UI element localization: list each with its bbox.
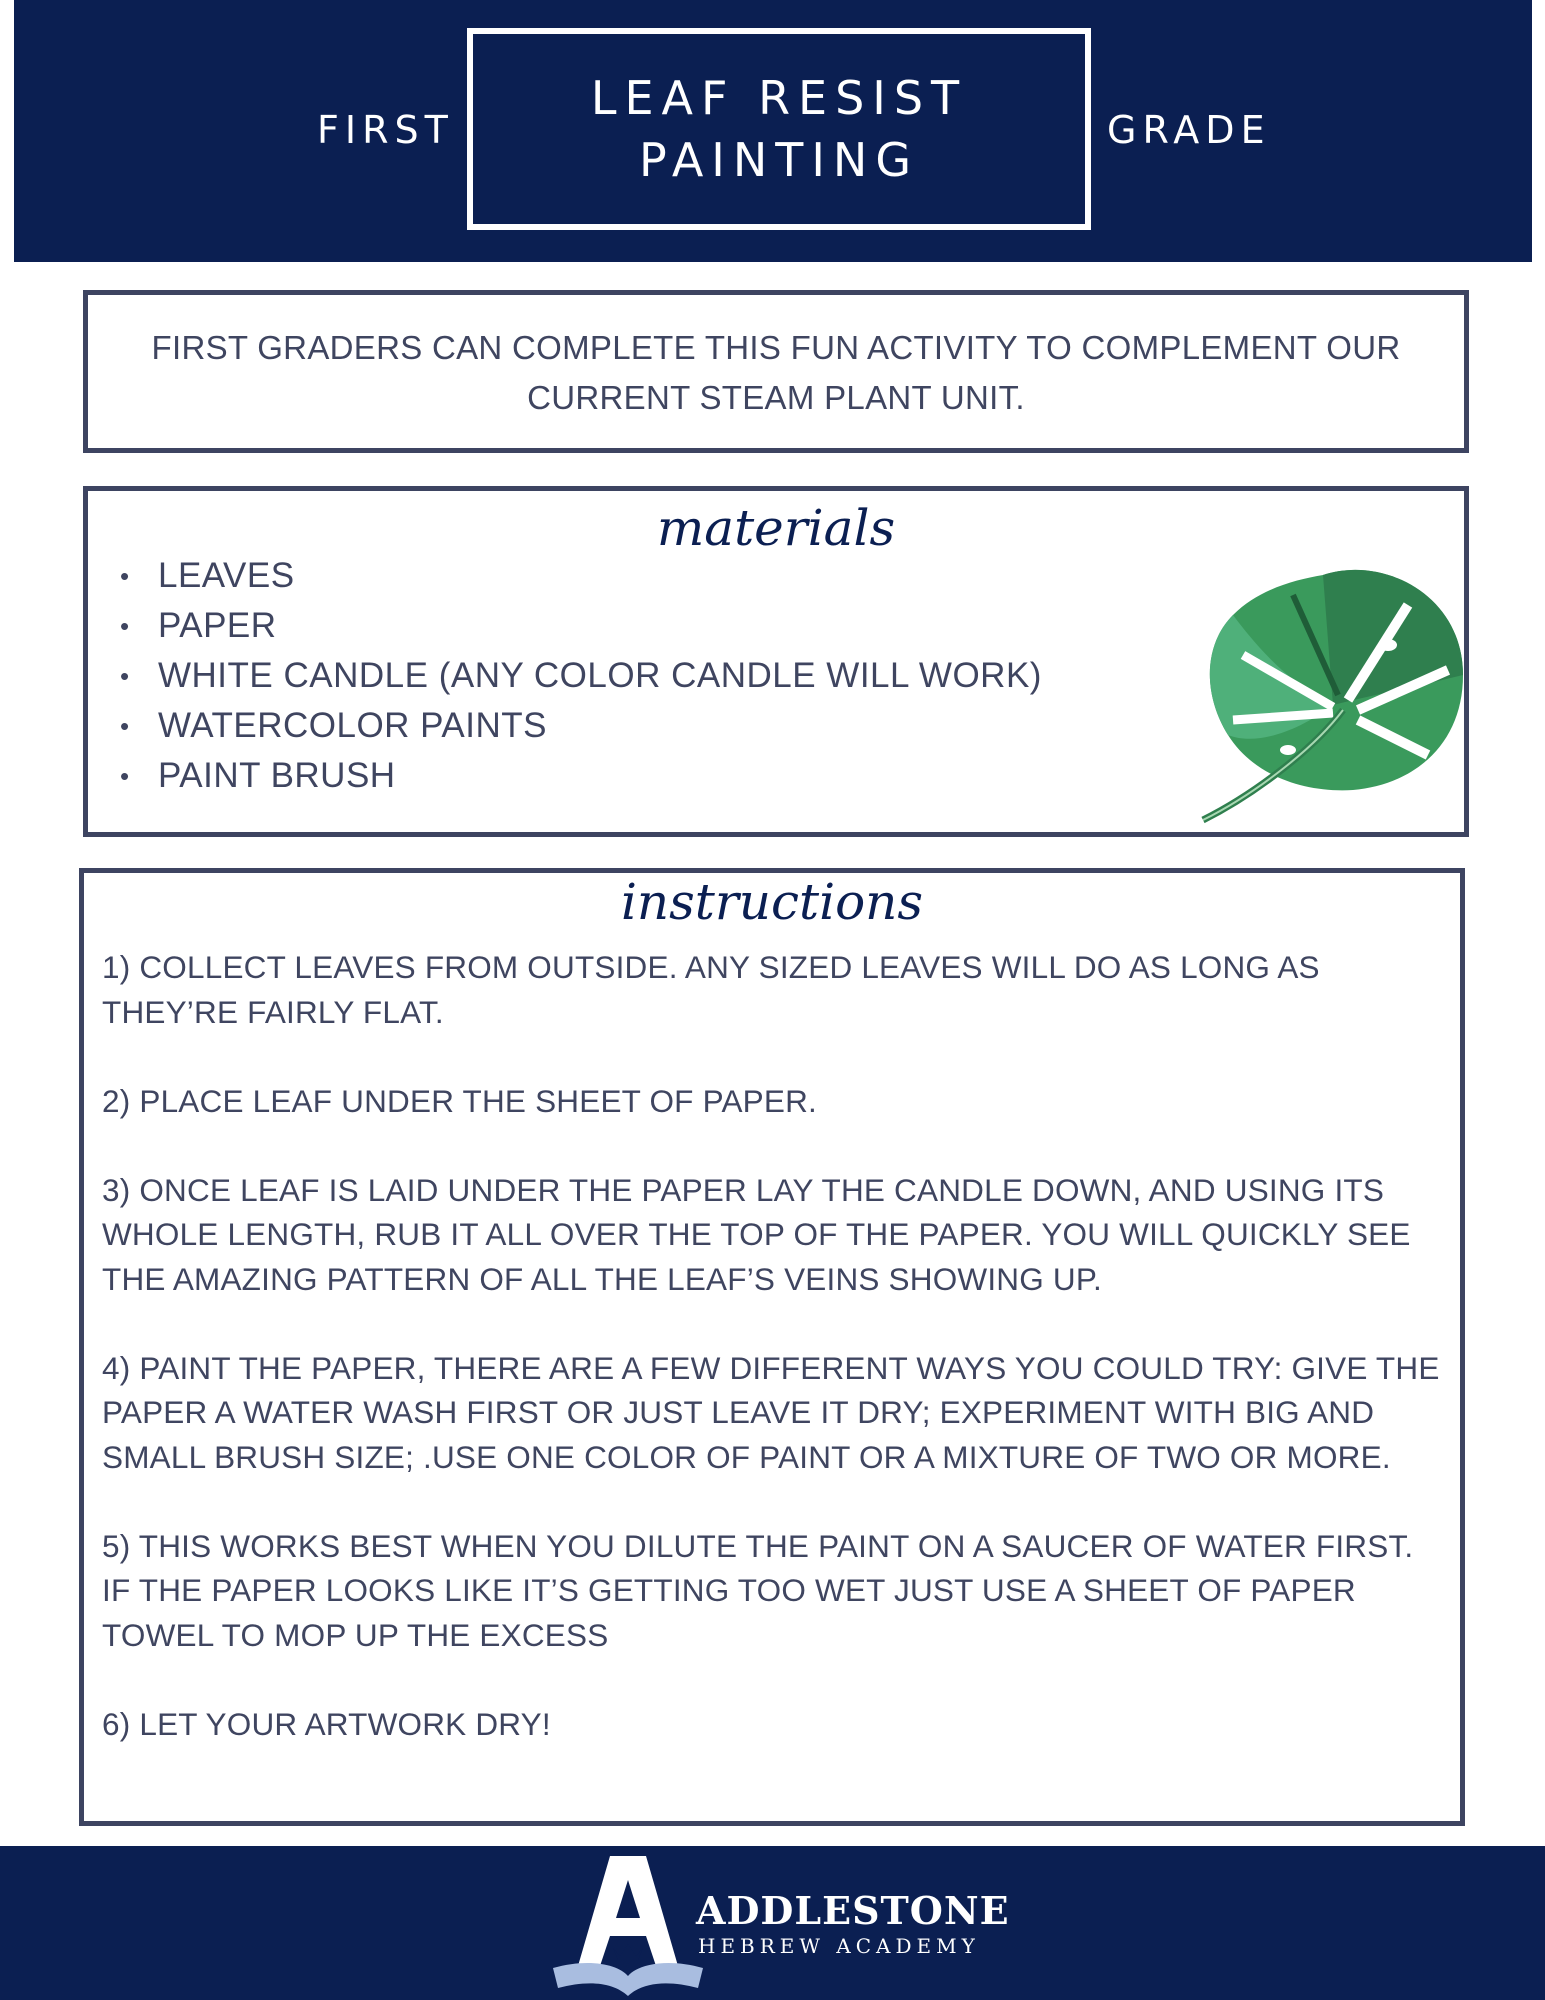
instructions-steps	[102, 945, 1450, 1791]
instruction-step: 1) COLLECT LEAVES FROM OUTSIDE. ANY SIZED LEAVES WILL DO AS LONG AS THEY’RE FAIRLY FLAT.	[102, 949, 1320, 1030]
materials-list	[120, 551, 1042, 801]
instructions-heading: instructions	[620, 873, 924, 931]
header-left-word: FIRST	[317, 108, 454, 152]
title-line-1: LEAF RESIST	[590, 71, 968, 125]
instruction-step: 2) PLACE LEAF UNDER THE SHEET OF PAPER.	[102, 1082, 817, 1119]
materials-item-label: WATERCOLOR PAINTS	[158, 706, 547, 745]
header-right-word: GRADE	[1107, 108, 1271, 152]
materials-item-label: PAINT BRUSH	[158, 756, 396, 795]
intro-text: FIRST GRADERS CAN COMPLETE THIS FUN ACTIVITY TO COMPLEMENT OUR CURRENT STEAM PLANT UNIT.	[151, 329, 1401, 416]
materials-item-label: LEAVES	[158, 556, 295, 595]
footer-banner	[0, 1846, 1545, 2000]
monstera-leaf-icon	[1173, 535, 1473, 825]
logo-name: ADDLESTONE	[696, 1888, 1010, 1933]
list-item	[120, 601, 1042, 651]
school-logo-icon	[548, 1848, 708, 1998]
instruction-step: 3) ONCE LEAF IS LAID UNDER THE PAPER LAY THE CANDLE DOWN, AND USING ITS WHOLE LENGTH, RUB IT ALL OVER THE TOP OF THE PAPER. YOU WILL QUICKLY SEE THE AMAZING PATTERN OF ALL THE LEAF’S VEINS SHOWING UP.	[102, 1171, 1411, 1297]
list-item	[120, 751, 1042, 801]
bullet-icon: •	[120, 561, 130, 591]
logo-subtitle: HEBREW ACADEMY	[698, 1934, 980, 1958]
title-box	[467, 28, 1091, 230]
instructions-box	[79, 868, 1465, 1826]
title-line-2: PAINTING	[639, 133, 919, 187]
list-item	[120, 551, 1042, 601]
intro-box	[83, 290, 1469, 453]
list-item	[120, 651, 1042, 701]
instruction-step: 6) LET YOUR ARTWORK DRY!	[102, 1705, 551, 1742]
instruction-step: 5) THIS WORKS BEST WHEN YOU DILUTE THE PAINT ON A SAUCER OF WATER FIRST. IF THE PAPER LOOKS LIKE IT’S GETTING TOO WET JUST USE A SHEET OF PAPER TOWEL TO MOP UP THE EXCESS	[102, 1527, 1414, 1653]
header-banner	[14, 0, 1532, 262]
bullet-icon: •	[120, 711, 130, 741]
materials-box	[83, 486, 1469, 837]
materials-item-label: PAPER	[158, 606, 277, 645]
materials-item-label: WHITE CANDLE (ANY COLOR CANDLE WILL WORK)	[158, 656, 1042, 695]
bullet-icon: •	[120, 611, 130, 641]
bullet-icon: •	[120, 761, 130, 791]
list-item	[120, 701, 1042, 751]
materials-heading: materials	[656, 499, 896, 557]
bullet-icon: •	[120, 661, 130, 691]
instruction-step: 4) PAINT THE PAPER, THERE ARE A FEW DIFFERENT WAYS YOU COULD TRY: GIVE THE PAPER A WATER WASH FIRST OR JUST LEAVE IT DRY; EXPERIMENT WITH BIG AND SMALL BRUSH SIZE; .USE ONE COLOR OF PAINT OR A MIXTURE OF TWO OR MORE.	[102, 1349, 1440, 1475]
